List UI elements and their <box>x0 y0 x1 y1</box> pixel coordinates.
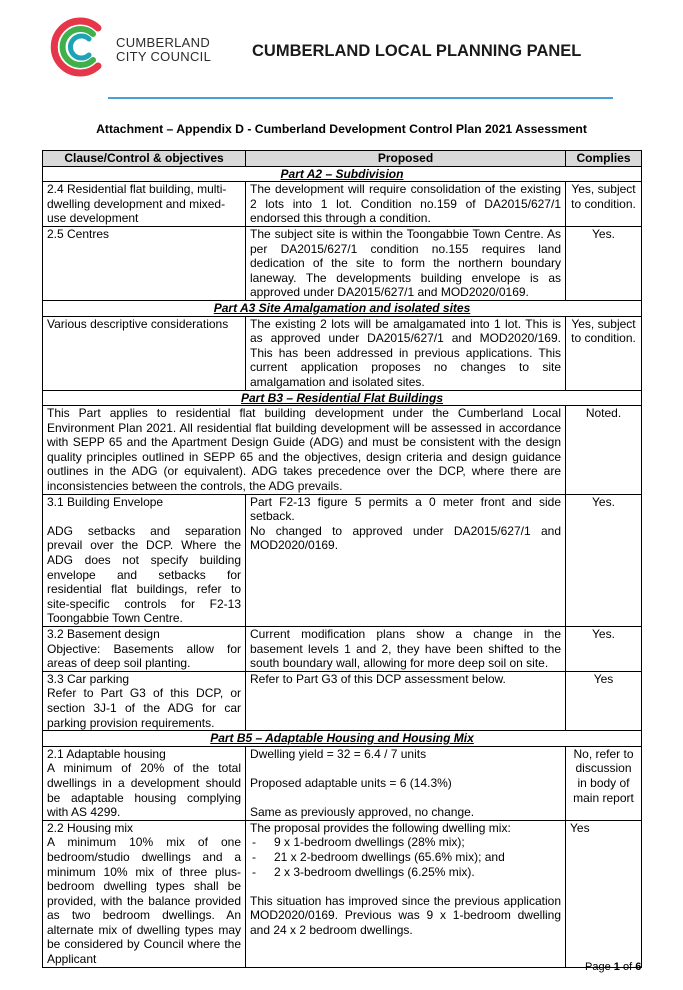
section-heading: Part B5 – Adaptable Housing and Housing Mix <box>43 731 642 747</box>
complies-cell: Yes. <box>566 627 642 672</box>
proposed-cell <box>246 820 566 967</box>
list-item-text: 2 x 3-bedroom dwellings (6.25% mix). <box>274 864 475 879</box>
complies-cell: Yes, subject to condition. <box>566 182 642 227</box>
bullet-dash: - <box>252 835 256 850</box>
clause-title: 3.2 Basement design <box>47 627 160 641</box>
complies-cell: Yes <box>566 820 642 967</box>
clause-body: A minimum of 20% of the total dwellings in a development should be adaptable housing complying with AS 4299. <box>47 761 241 820</box>
table-row <box>43 406 642 495</box>
list-item <box>250 865 561 880</box>
proposed-cell: Refer to Part G3 of this DCP assessment below. <box>246 671 566 730</box>
spacer <box>47 509 241 524</box>
page-header <box>0 0 683 100</box>
council-name-line1: CUMBERLAND <box>116 35 211 50</box>
page-number: 1 <box>613 961 620 973</box>
complies-cell: Yes. <box>566 226 642 300</box>
table-row <box>43 182 642 227</box>
clause-cell <box>43 494 246 626</box>
proposed-cell <box>246 746 566 820</box>
proposed-text: Dwelling yield = 32 = 6.4 / 7 units <box>250 746 427 761</box>
proposed-cell: Current modification plans show a change in the basement levels 1 and 2, they have been shifted to the south boundary wall, allowing for more deep soil on site. <box>246 627 566 672</box>
proposed-text: Same as previously approved, no change. <box>250 805 475 820</box>
table-row <box>43 627 642 672</box>
complies-cell: Yes <box>566 671 642 730</box>
council-logo-icon <box>46 14 112 80</box>
bullet-dash: - <box>252 864 256 879</box>
table-row <box>43 494 642 626</box>
list-item <box>250 835 561 850</box>
section-row-b5 <box>43 731 642 747</box>
panel-title: CUMBERLAND LOCAL PLANNING PANEL <box>252 42 582 60</box>
page-footer <box>585 961 641 973</box>
clause-cell: 2.4 Residential flat building, multi-dwelling development and mixed-use development <box>43 182 246 227</box>
proposed-text: This situation has improved since the previous application MOD2020/0169. Previous was 9 x 1-bedroom dwelling and 24 x 2 bedroom dwellings. <box>250 893 561 937</box>
page-of-label: of <box>622 961 633 973</box>
complies-cell: Yes. <box>566 494 642 626</box>
column-header-complies: Complies <box>566 151 642 167</box>
proposed-cell <box>246 494 566 626</box>
council-name-line2: CITY COUNCIL <box>116 49 212 64</box>
clause-title: 2.2 Housing mix <box>47 820 134 835</box>
intro-cell: This Part applies to residential flat building development under the Cumberland Local Environment Plan 2021. All residential flat building development will be assessed in accordance with SEPP 65 and the Apartment Design Guide (ADG) and must be consistent with the design quality principles outlined in SEPP 65 and the objectives, design criteria and design guidance outlines in the ADG (or equivalent). ADG takes precedence over the DCP, where there are inconsistencies between the controls, the ADG prevails. <box>43 406 566 495</box>
complies-cell: Noted. <box>566 406 642 495</box>
table-row <box>43 226 642 300</box>
assessment-table <box>42 150 642 968</box>
clause-body: ADG setbacks and separation prevail over the DCP. Where the ADG does not specify building envelope and setbacks for residential flat buildings, refer to site-specific controls for F2-13 Toongabbie Town Centre. <box>47 523 241 626</box>
column-header-clause: Clause/Control & objectives <box>43 151 246 167</box>
clause-title: 3.3 Car parking <box>47 671 130 686</box>
clause-title: 2.1 Adaptable housing <box>47 746 166 761</box>
table-header-row <box>43 151 642 167</box>
table-row <box>43 820 642 967</box>
clause-cell <box>43 820 246 967</box>
clause-body: A minimum 10% mix of one bedroom/studio dwellings and a minimum 10% mix of three plus-bedroom dwelling types shall be provided, with the balance provided as two bedroom dwellings. An alternate mix of dwelling types may be considered by Council where the Applicant <box>47 835 241 967</box>
clause-cell <box>43 671 246 730</box>
document-title: Attachment – Appendix D - Cumberland Development Control Plan 2021 Assessment <box>96 122 587 136</box>
section-row-a3 <box>43 300 642 316</box>
spacer <box>250 879 561 894</box>
section-heading: Part A3 Site Amalgamation and isolated sites <box>43 300 642 316</box>
page-total: 6 <box>635 961 642 973</box>
proposed-cell: The subject site is within the Toongabbie Town Centre. As per DA2015/627/1 condition no.155 requires land dedication of the site to form the northern boundary laneway. The developments building envelope is as approved under DA2015/627/1 and MOD2020/0169. <box>246 226 566 300</box>
clause-body: Objective: Basements allow for areas of deep soil planting. <box>47 641 241 671</box>
clause-body: Refer to Part G3 of this DCP, or section 3J-1 of the ADG for car parking provision requirements. <box>47 686 241 730</box>
section-heading: Part A2 – Subdivision <box>43 166 642 182</box>
proposed-text: No changed to approved under DA2015/627/1 and MOD2020/0169. <box>250 523 561 553</box>
list-item-text: 21 x 2-bedroom dwellings (65.6% mix); and <box>274 849 505 864</box>
proposed-cell: The development will require consolidation of the existing 2 lots into 1 lot. Condition no.159 of DA2015/627/1 endorsed this through a condition. <box>246 182 566 227</box>
table-row <box>43 671 642 730</box>
page-label: Page <box>585 961 611 973</box>
clause-title: 3.1 Building Envelope <box>47 494 164 509</box>
section-heading: Part B3 – Residential Flat Buildings <box>43 390 642 406</box>
table-row <box>43 316 642 390</box>
clause-cell: 2.5 Centres <box>43 226 246 300</box>
section-row-a2 <box>43 166 642 182</box>
proposed-text: Part F2-13 figure 5 permits a 0 meter front and side setback. <box>250 494 561 524</box>
proposed-text: Proposed adaptable units = 6 (14.3%) <box>250 775 452 790</box>
column-header-proposed: Proposed <box>246 151 566 167</box>
council-name <box>116 36 211 64</box>
clause-cell: Various descriptive considerations <box>43 316 246 390</box>
complies-cell: No, refer to discussion in body of main report <box>566 746 642 820</box>
spacer <box>250 761 561 776</box>
header-divider <box>108 97 613 99</box>
clause-cell <box>43 627 246 672</box>
proposed-text: The proposal provides the following dwelling mix: <box>250 820 511 835</box>
list-item <box>250 850 561 865</box>
proposed-cell: The existing 2 lots will be amalgamated into 1 lot. This is as approved under DA2015/627/1 and MOD2020/169. This has been addressed in previous applications. This current application proposes no changes to site amalgamation and isolated sites. <box>246 316 566 390</box>
spacer <box>250 791 561 806</box>
clause-cell <box>43 746 246 820</box>
bullet-dash: - <box>252 849 256 864</box>
list-item-text: 9 x 1-bedroom dwellings (28% mix); <box>274 835 465 850</box>
section-row-b3 <box>43 390 642 406</box>
complies-cell: Yes, subject to condition. <box>566 316 642 390</box>
table-row <box>43 746 642 820</box>
